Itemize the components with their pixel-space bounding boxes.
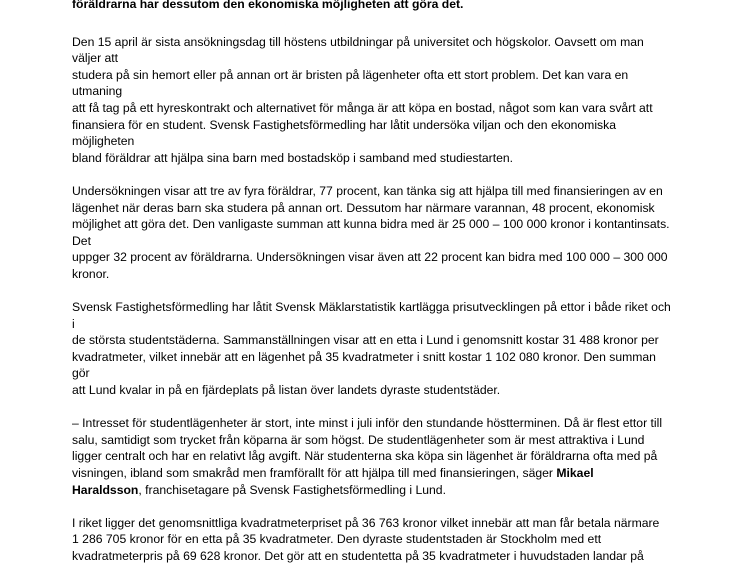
- paragraph-price-statistics: Svensk Fastighetsförmedling har låtit Svensk Mäklarstatistik kartlägga prisutvecklingen på ettor i både riket och i de största studentstäderna. Sammanställningen visar att en etta i Lund i genomsnitt kostar 31 488 kronor per kvadratmeter, vilket innebär att en lägenhet på 35 kvadratmeter i snitt kostar 1 102 080 kronor. Den summan gör att Lund kvalar in på en fjärdeplats på listan över landets dyraste studentstäder.: [72, 300, 671, 398]
- paragraph-quote: [72, 415, 672, 498]
- paragraph-national-prices: I riket ligger det genomsnittliga kvadratmeterpriset på 36 763 kronor vilket innebär att man får betala närmare 1 286 705 kronor för en etta på 35 kvadratmeter. Den dyraste studentstaden är Stockholm med ett kvadratmeterpris på 69 628 kronor. Det gör att en studentetta på 35 kvadratmeter i huvudstaden landar på: [72, 515, 660, 563]
- paragraph-survey-results: Undersökningen visar att tre av fyra föräldrar, 77 procent, kan tänka sig att hjälpa till med finansieringen av en lägenhet när deras barn ska studera på annan ort. Dessutom har närmare varannan, 48 procent, ekonomisk möjlighet att göra det. Den vanligaste summan att kunna bidra med är 25 000 – 100 000 kronor i kontantinsats. Det uppger 32 procent av föräldrarna. Undersökningen visar även att 22 procent kan bidra med 100 000 – 300 000 kronor.: [72, 183, 670, 281]
- intro-fragment: föräldrarna har dessutom den ekonomiska möjligheten att göra det.: [72, 0, 464, 11]
- document-page: [72, 0, 672, 581]
- paragraph-application-deadline: Den 15 april är sista ansökningsdag till höstens utbildningar på universitet och högskolor. Oavsett om man väljer att studera på sin hemort eller på annan ort är bristen på lägenheter ofta ett stort problem. Det kan vara en utmaning att få tag på ett hyreskontrakt och alternativet för många är att köpa en bostad, något som kan vara svårt att finansiera för en student. Svensk Fastighetsförmedling har låtit undersöka viljan och den ekonomiska möjligheten bland föräldrar att hjälpa sina barn med bostadsköp i samband med studiestarten.: [72, 34, 653, 165]
- quote-speaker-name: Mikael Haraldsson: [72, 466, 594, 497]
- quote-text: – Intresset för studentlägenheter är stort, inte minst i juli inför den stundande höstterminen. Då är flest ettor till salu, samtidigt som trycket från köparna är som högst. De studentlägenheter som är mest attraktiva i Lund ligger centralt och har en relativt låg avgift. När studenterna ska köpa sin lägenhet är föräldrarna ofta med på visningen, ibland som smakråd men framförallt för att hjälpa till med finansieringen, säger: [72, 416, 663, 481]
- quote-speaker-title: , franchisetagare på Svensk Fastighetsförmedling i Lund.: [138, 482, 446, 497]
